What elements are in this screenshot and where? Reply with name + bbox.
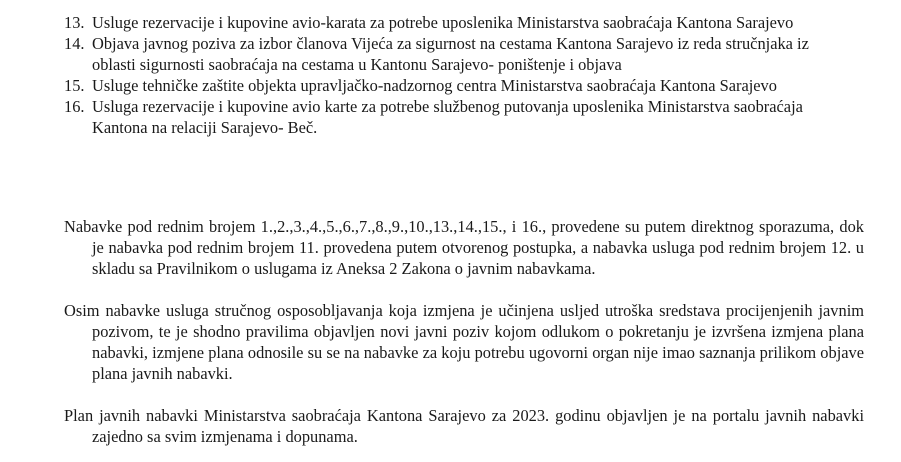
list-item-number: 16. xyxy=(64,97,85,116)
list-item xyxy=(64,96,854,138)
plan-changes-paragraph: Osim nabavke usluga stručnog osposobljavanja koja izmjena je učinjena usljed utroška sredstava procijenjenih javnim pozivom, te je shodno pravilima objavljen novi javni poziv kojom odlukom o pokretanju je izvršena izmjena plana nabavki, izmjene plana odnosile su se na nabavke za koju potrebu ugovorni organ nije imao saznanja prilikom objave plana javnih nabavki. xyxy=(64,301,864,383)
list-item-text: Objava javnog poziva za izbor članova Vijeća za sigurnost na cestama Kantona Sarajevo iz reda stručnjaka iz oblasti sigurnosti saobraćaja na cestama u Kantonu Sarajevo- poništenje i objava xyxy=(92,34,809,74)
list-item-number: 14. xyxy=(64,34,85,53)
list-item-text: Usluge tehničke zaštite objekta upravljačko-nadzornog centra Ministarstva saobraćaja Kantona Sarajevo xyxy=(92,76,777,95)
procurement-procedures-paragraph: Nabavke pod rednim brojem 1.,2.,3.,4.,5.,6.,7.,8.,9.,10.,13.,14.,15., i 16., provedene su putem direktnog sporazuma, dok je nabavka pod rednim brojem 11. provedena putem otvorenog postupka, a nabavka usluga pod rednim brojem 12. u skladu sa Pravilnikom o uslugama iz Aneksa 2 Zakona o javnim nabavkama. xyxy=(64,217,864,278)
list-item-number: 15. xyxy=(64,76,85,95)
list-item-text: Usluge rezervacije i kupovine avio-karata za potrebe uposlenika Ministarstva saobraćaja Kantona Sarajevo xyxy=(92,13,794,32)
list-item-number: 13. xyxy=(64,13,85,32)
plan-publication-paragraph: Plan javnih nabavki Ministarstva saobraćaja Kantona Sarajevo za 2023. godinu objavljen je na portalu javnih nabavki zajedno sa svim izmjenama i dopunama. xyxy=(64,406,864,446)
list-item xyxy=(64,75,854,96)
list-item xyxy=(64,12,854,33)
list-item xyxy=(64,33,854,75)
list-item-text: Usluga rezervacije i kupovine avio karte za potrebe službenog putovanja uposlenika Ministarstva saobraćaja Kantona na relaciji Sarajevo- Beč. xyxy=(92,97,803,137)
procurement-list xyxy=(64,12,854,138)
